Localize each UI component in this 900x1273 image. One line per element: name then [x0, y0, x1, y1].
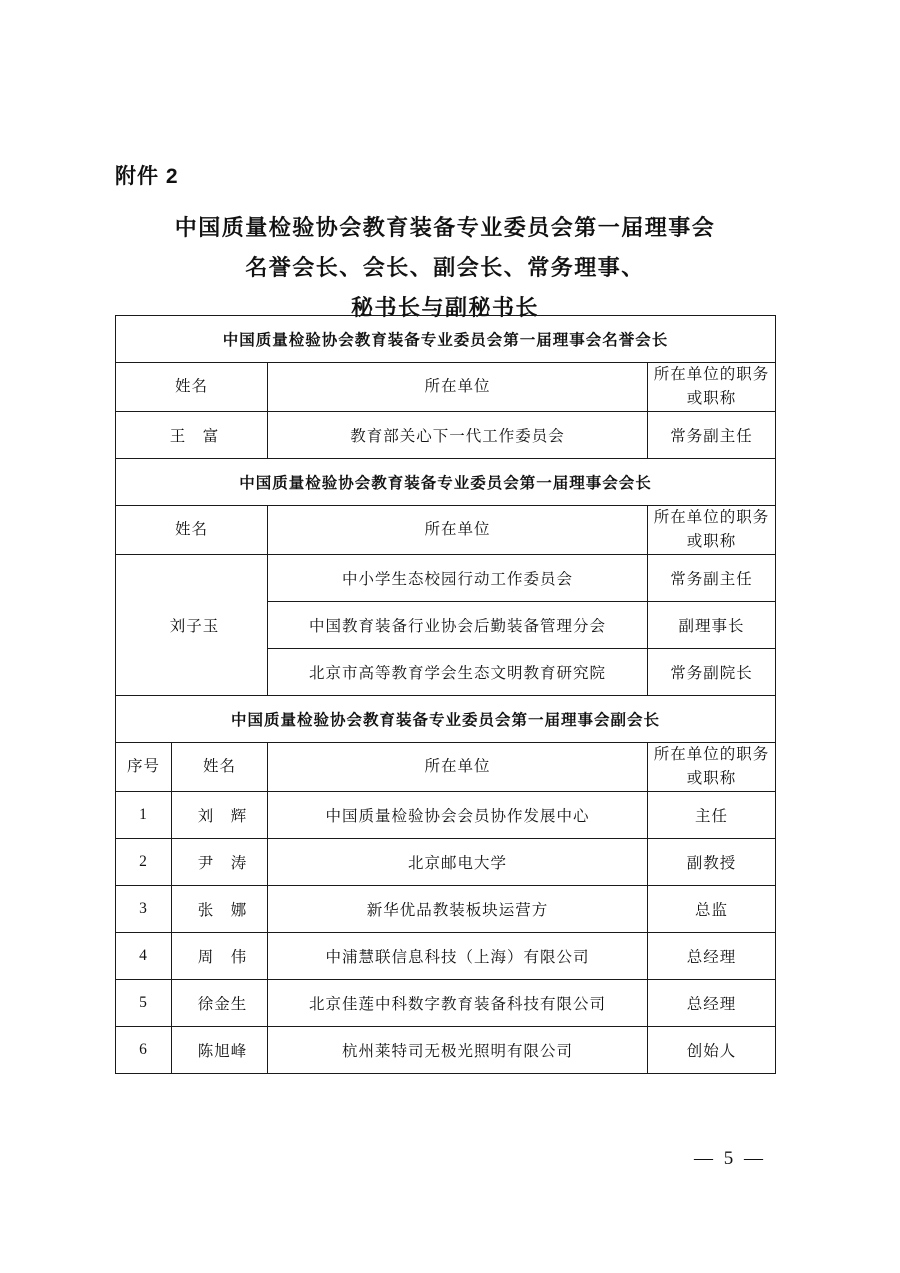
table-row: [116, 743, 776, 792]
cell-position: 总监: [648, 886, 776, 933]
table-row: [116, 980, 776, 1027]
table-row: [116, 792, 776, 839]
cell-unit: 杭州莱特司无极光照明有限公司: [268, 1027, 648, 1074]
cell-no: 5: [116, 980, 172, 1027]
cell-name: 尹 涛: [172, 839, 268, 886]
column-header-name: 姓名: [172, 743, 268, 792]
table-row: [116, 555, 776, 602]
cell-name: 周 伟: [172, 933, 268, 980]
section-heading-vice-president: 中国质量检验协会教育装备专业委员会第一届理事会副会长: [116, 696, 776, 743]
cell-name: 张 娜: [172, 886, 268, 933]
table-row: [116, 316, 776, 363]
cell-no: 2: [116, 839, 172, 886]
cell-name: 刘 辉: [172, 792, 268, 839]
cell-no: 3: [116, 886, 172, 933]
attachment-label: 附件 2: [115, 165, 179, 188]
cell-unit: 中浦慧联信息科技（上海）有限公司: [268, 933, 648, 980]
table-row: [116, 933, 776, 980]
cell-position: 主任: [648, 792, 776, 839]
table-row: [116, 506, 776, 555]
officers-table: [115, 315, 776, 1074]
cell-unit: 中国教育装备行业协会后勤装备管理分会: [268, 602, 648, 649]
cell-position: 常务副主任: [648, 555, 776, 602]
section-heading-honorary: 中国质量检验协会教育装备专业委员会第一届理事会名誉会长: [116, 316, 776, 363]
cell-unit: 新华优品教装板块运营方: [268, 886, 648, 933]
cell-position: 常务副院长: [648, 649, 776, 696]
column-header-unit: 所在单位: [268, 506, 648, 555]
table-row: [116, 839, 776, 886]
table-row: [116, 412, 776, 459]
cell-position: 总经理: [648, 933, 776, 980]
table-row: [116, 363, 776, 412]
table-row: [116, 459, 776, 506]
page-title: [115, 208, 775, 328]
section-heading-president: 中国质量检验协会教育装备专业委员会第一届理事会会长: [116, 459, 776, 506]
title-line-1: 中国质量检验协会教育装备专业委员会第一届理事会: [174, 215, 716, 240]
cell-unit: 北京邮电大学: [268, 839, 648, 886]
cell-unit: 北京市高等教育学会生态文明教育研究院: [268, 649, 648, 696]
cell-name: 王 富: [116, 412, 268, 459]
cell-no: 4: [116, 933, 172, 980]
cell-position: 副教授: [648, 839, 776, 886]
cell-unit: 教育部关心下一代工作委员会: [268, 412, 648, 459]
page-number: — 5 —: [694, 1148, 766, 1169]
column-header-name: 姓名: [116, 506, 268, 555]
column-header-unit: 所在单位: [268, 363, 648, 412]
cell-position: 常务副主任: [648, 412, 776, 459]
cell-unit: 中小学生态校园行动工作委员会: [268, 555, 648, 602]
cell-no: 6: [116, 1027, 172, 1074]
cell-name: 陈旭峰: [172, 1027, 268, 1074]
cell-position: 副理事长: [648, 602, 776, 649]
cell-name: 刘子玉: [116, 555, 268, 696]
column-header-no: 序号: [116, 743, 172, 792]
column-header-position: 所在单位的职务或职称: [648, 363, 776, 412]
table-row: [116, 1027, 776, 1074]
cell-position: 总经理: [648, 980, 776, 1027]
column-header-position: 所在单位的职务或职称: [648, 506, 776, 555]
cell-unit: 中国质量检验协会会员协作发展中心: [268, 792, 648, 839]
column-header-name: 姓名: [116, 363, 268, 412]
title-line-3: 秘书长与副秘书长: [350, 295, 539, 320]
cell-no: 1: [116, 792, 172, 839]
column-header-position: 所在单位的职务或职称: [648, 743, 776, 792]
column-header-unit: 所在单位: [268, 743, 648, 792]
title-line-2: 名誉会长、会长、副会长、常务理事、: [245, 255, 645, 280]
cell-unit: 北京佳莲中科数字教育装备科技有限公司: [268, 980, 648, 1027]
table-row: [116, 886, 776, 933]
cell-position: 创始人: [648, 1027, 776, 1074]
table-row: [116, 696, 776, 743]
cell-name: 徐金生: [172, 980, 268, 1027]
